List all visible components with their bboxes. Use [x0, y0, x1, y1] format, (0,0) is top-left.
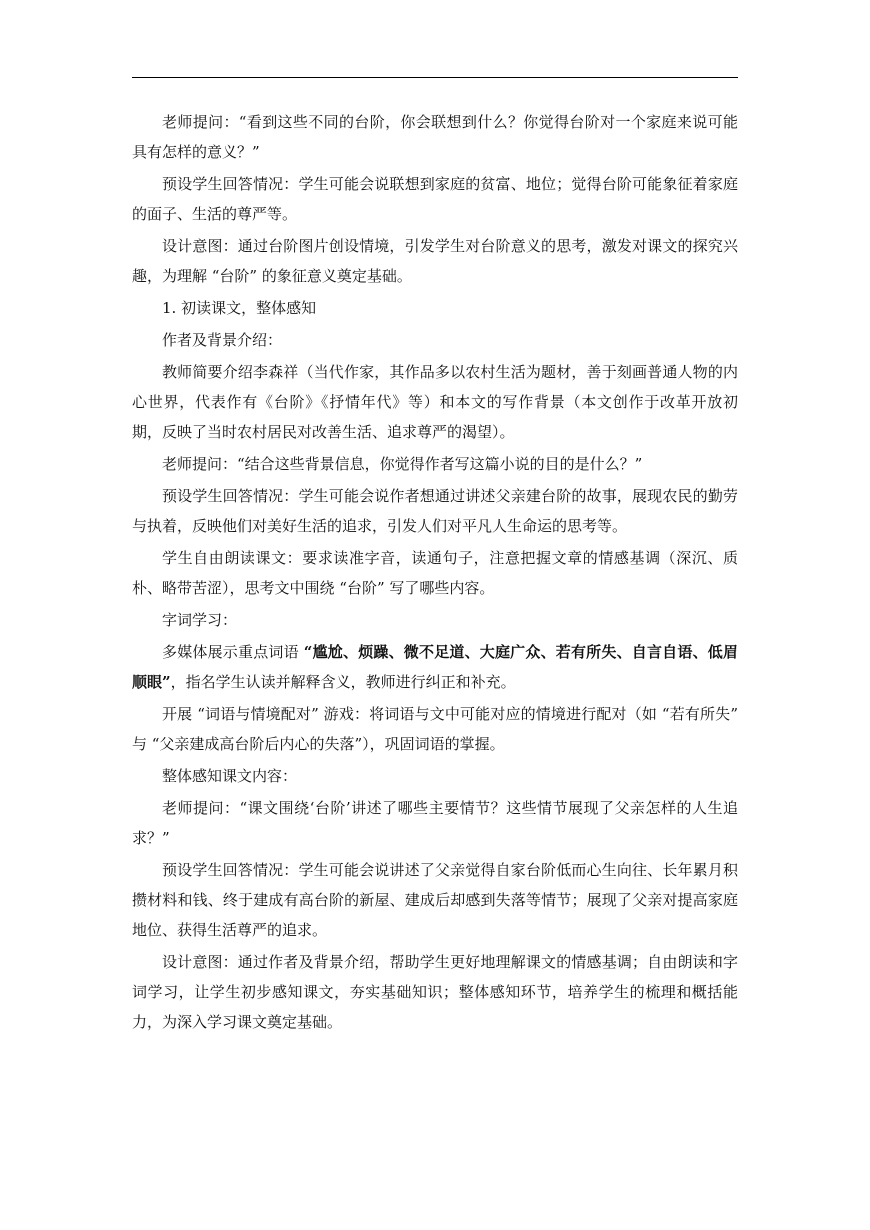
- paragraph: 老师提问：“结合这些背景信息，你觉得作者写这篇小说的目的是什么？”: [162, 455, 643, 473]
- paragraph: 预设学生回答情况：学生可能会说讲述了父亲觉得自家台阶低而心生向往、长年累月积攒材料和钱、终于建成有高台阶的新屋、建成后却感到失落等情节；展现了父亲对提高家庭地位、获得生活尊严的追求。: [132, 861, 738, 939]
- paragraph: 整体感知课文内容：: [162, 767, 298, 785]
- key-words-intro: 多媒体展示重点词语: [162, 643, 304, 661]
- paragraph: 老师提问：“课文围绕‘台阶’讲述了哪些主要情节？这些情节展现了父亲怎样的人生追求？”: [132, 799, 738, 847]
- paragraph: 设计意图：通过作者及背景介绍，帮助学生更好地理解课文的情感基调；自由朗读和字词学习，让学生初步感知课文，夯实基础知识；整体感知环节，培养学生的梳理和概括能力，为深入学习课文奠定基础。: [132, 953, 738, 1031]
- document-body: [132, 107, 738, 1039]
- paragraph: 学生自由朗读课文：要求读准字音，读通句子，注意把握文章的情感基调（深沉、质朴、略带苦涩），思考文中围绕 “台阶” 写了哪些内容。: [132, 549, 738, 597]
- paragraph: 作者及背景介绍：: [162, 331, 283, 349]
- paragraph: 预设学生回答情况：学生可能会说联想到家庭的贫富、地位；觉得台阶可能象征着家庭的面子、生活的尊严等。: [132, 175, 738, 223]
- section-heading: 1. 初读课文，整体感知: [162, 299, 317, 317]
- key-words: “尴尬、烦躁、微不足道、大庭广众、若有所失、自言自语、低眉顺眼”: [132, 643, 738, 691]
- paragraph: 开展 “词语与情境配对” 游戏：将词语与文中可能对应的情境进行配对（如 “若有所失” 与 “父亲建成高台阶后内心的失落”），巩固词语的掌握。: [132, 705, 738, 753]
- paragraph: 教师简要介绍李森祥（当代作家，其作品多以农村生活为题材，善于刻画普通人物的内心世界，代表作有《台阶》《抒情年代》等）和本文的写作背景（本文创作于改革开放初期，反映了当时农村居民对改善生活、追求尊严的渴望）。: [132, 363, 738, 441]
- paragraph: 字词学习：: [162, 611, 238, 629]
- paragraph: 老师提问：“看到这些不同的台阶，你会联想到什么？你觉得台阶对一个家庭来说可能具有怎样的意义？”: [132, 113, 738, 161]
- key-words-tail: ，指名学生认读并解释含义，教师进行纠正和补充。: [170, 673, 516, 691]
- header-rule: [132, 77, 738, 78]
- paragraph: 设计意图：通过台阶图片创设情境，引发学生对台阶意义的思考，激发对课文的探究兴趣，为理解 “台阶” 的象征意义奠定基础。: [132, 237, 738, 285]
- paragraph: 预设学生回答情况：学生可能会说作者想通过讲述父亲建台阶的故事，展现农民的勤劳与执着，反映他们对美好生活的追求，引发人们对平凡人生命运的思考等。: [132, 487, 738, 535]
- paragraph-key-words: [132, 637, 738, 697]
